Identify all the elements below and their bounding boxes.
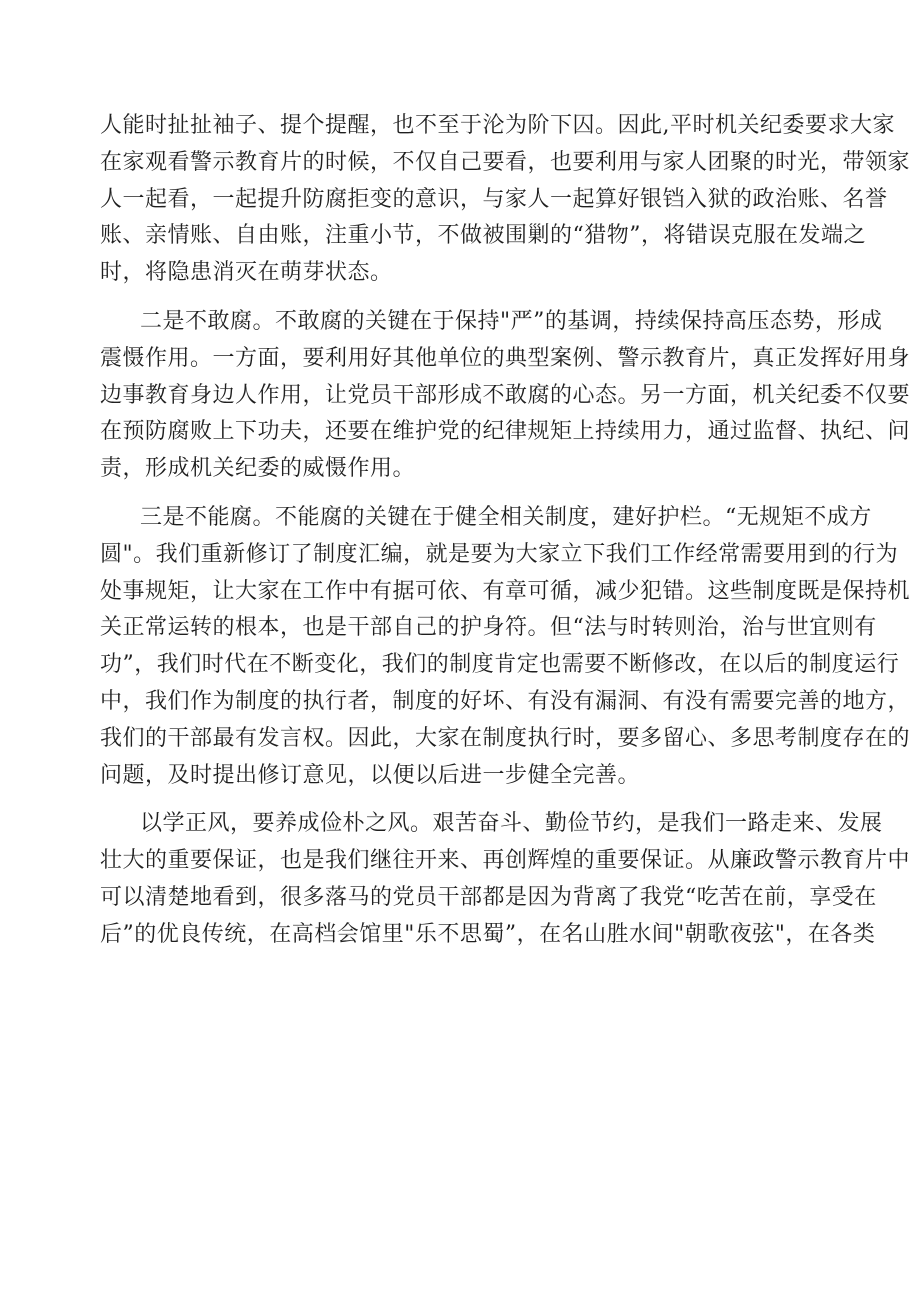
paragraph-gap: [100, 292, 860, 304]
text-line: 以学正风，要养成俭朴之风。艰苦奋斗、勤俭节约，是我们一路走来、发展: [140, 811, 883, 837]
text-line: 账、亲情账、自由账，注重小节，不做被围剿的“猎物”，将错误克服在发端之: [100, 223, 866, 249]
document-body: [100, 108, 911, 954]
text-line: 人一起看，一起提升防腐拒变的意识，与家人一起算好银铛入狱的政治账、名誉: [100, 186, 888, 212]
paragraph-1: [100, 108, 911, 292]
paragraph-3: [100, 500, 911, 794]
text-line: 人能时扯扯袖子、提个提醒，也不至于沦为阶下囚。因此,平时机关纪委要求大家: [100, 113, 895, 138]
text-line: 可以清楚地看到，很多落马的党员干部都是因为背离了我党“吃苦在前，享受在: [100, 884, 877, 910]
text-line: 责，形成机关纪委的威慑作用。: [100, 456, 416, 482]
text-line: 在家观看警示教育片的时候，不仅自己要看，也要利用与家人团聚的时光，带领家: [100, 149, 911, 175]
text-line: 处事规矩，让大家在工作中有据可依、有章可循，减少犯错。这些制度既是保持机: [100, 578, 911, 604]
text-line: 关正常运转的根本，也是干部自己的护身符。但“法与时转则治，治与世宜则有: [100, 615, 877, 641]
text-line: 时，将隐患消灭在萌芽状态。: [100, 260, 393, 286]
text-line: 三是不能腐。不能腐的关键在于健全相关制度，建好护栏。“无规矩不成方: [140, 504, 872, 530]
text-line: 中，我们作为制度的执行者，制度的好坏、有没有漏洞、有没有需要完善的地方，: [100, 688, 911, 714]
text-line: 二是不敢腐。不敢腐的关键在于保持"严”的基调，持续保持高压态势，形成: [140, 308, 883, 334]
text-line: 功”，我们时代在不断变化，我们的制度肯定也需要不断修改，在以后的制度运行: [100, 652, 900, 678]
text-line: 问题，及时提出修订意见，以便以后进一步健全完善。: [100, 762, 641, 788]
paragraph-4: [100, 806, 911, 953]
paragraph-gap: [100, 794, 860, 806]
paragraph-2: [100, 304, 911, 488]
paragraph-gap: [100, 488, 860, 500]
text-line: 震慑作用。一方面，要利用好其他单位的典型案例、警示教育片，真正发挥好用身: [100, 345, 911, 371]
text-line: 在预防腐败上下功夫，还要在维护党的纪律规矩上持续用力，通过监督、执纪、问: [100, 419, 911, 445]
text-line: 边事教育身边人作用，让党员干部形成不敢腐的心态。另一方面，机关纪委不仅要: [100, 382, 911, 408]
text-line: 我们的干部最有发言权。因此，大家在制度执行时，要多留心、多思考制度存在的: [100, 725, 911, 751]
text-line: 后”的优良传统，在高档会馆里"乐不思蜀”，在名山胜水间"朝歌夜弦"，在各类: [100, 921, 876, 947]
text-line: 圆"。我们重新修订了制度汇编，就是要为大家立下我们工作经常需要用到的行为: [100, 541, 899, 567]
text-line: 壮大的重要保证，也是我们继往开来、再创辉煌的重要保证。从廉政警示教育片中: [100, 848, 911, 874]
